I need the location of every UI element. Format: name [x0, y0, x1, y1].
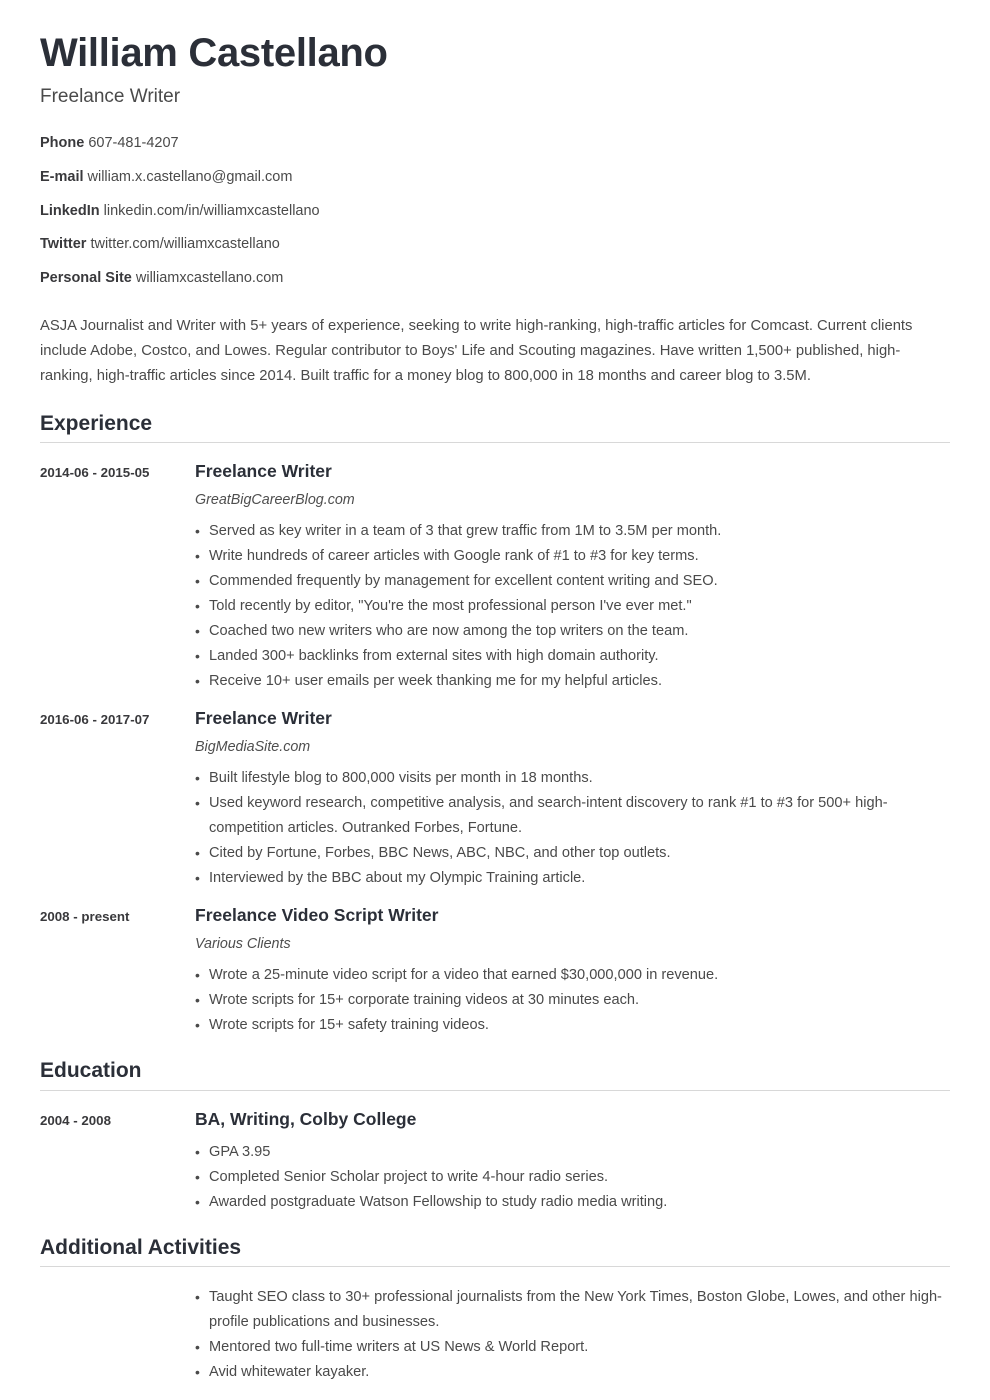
entry-body [195, 708, 950, 891]
bullet-item: • GPA 3.95 [195, 1140, 950, 1165]
section-additional-activities [40, 1235, 950, 1385]
candidate-name: William Castellano [40, 31, 388, 75]
entry-dates: 2004 - 2008 [40, 1112, 111, 1128]
bullet-item: • Built lifestyle blog to 800,000 visits per month in 18 months. [195, 766, 950, 791]
entry-title: BA, Writing, Colby College [195, 1108, 417, 1129]
contact-label: Twitter [40, 236, 87, 253]
bullet-item: • Landed 300+ backlinks from external sites with high domain authority. [195, 644, 950, 669]
resume-entry [40, 905, 950, 1038]
resume-entry [40, 1109, 950, 1215]
bullet-item: • Commended frequently by management for excellent content writing and SEO. [195, 569, 950, 594]
entry-bullet-list [195, 766, 950, 891]
section-divider [40, 1090, 950, 1091]
entry-body [195, 461, 950, 694]
contact-list [40, 135, 950, 288]
contact-value[interactable]: twitter.com/williamxcastellano [90, 236, 280, 253]
contact-row [40, 270, 950, 287]
section-divider [40, 1266, 950, 1267]
bullet-item: • Served as key writer in a team of 3 that grew traffic from 1M to 3.5M per month. [195, 519, 950, 544]
bullet-item: • Interviewed by the BBC about my Olympic Training article. [195, 866, 950, 891]
bullet-item: • Avid whitewater kayaker. [195, 1360, 950, 1385]
entry-dates: 2008 - present [40, 909, 130, 925]
contact-label: LinkedIn [40, 202, 100, 219]
contact-row [40, 169, 950, 186]
section-heading-education: Education [40, 1059, 142, 1083]
bullet-item: • Write hundreds of career articles with Google rank of #1 to #3 for key terms. [195, 544, 950, 569]
bullet-item: • Used keyword research, competitive analysis, and search-intent discovery to rank #1 to #3 for 500+ high-competition articles. Outranked Forbes, Fortune. [195, 791, 950, 841]
entry-body [195, 905, 950, 1038]
entry-dates: 2016-06 - 2017-07 [40, 712, 150, 728]
contact-label: Phone [40, 134, 85, 151]
contact-row [40, 135, 950, 152]
entry-body [195, 1109, 950, 1215]
resume-entry [40, 1285, 950, 1385]
contact-label: Personal Site [40, 270, 132, 287]
entry-bullet-list [195, 1285, 950, 1385]
resume-entry [40, 461, 950, 694]
education-entries [40, 1109, 950, 1215]
entry-body [195, 1285, 950, 1385]
contact-value[interactable]: william.x.castellano@gmail.com [87, 168, 293, 185]
bullet-item: • Wrote scripts for 15+ corporate training videos at 30 minutes each. [195, 988, 950, 1013]
activities-entries [40, 1285, 950, 1385]
contact-value[interactable]: 607-481-4207 [88, 134, 179, 151]
contact-label: E-mail [40, 168, 84, 185]
experience-entries [40, 461, 950, 1038]
section-experience [40, 411, 950, 1039]
section-heading-activities: Additional Activities [40, 1235, 242, 1259]
resume-entry [40, 708, 950, 891]
section-education [40, 1058, 950, 1214]
contact-value[interactable]: williamxcastellano.com [135, 270, 284, 287]
bullet-item: • Wrote a 25-minute video script for a video that earned $30,000,000 in revenue. [195, 963, 950, 988]
entry-title: Freelance Writer [195, 460, 332, 481]
section-divider [40, 442, 950, 443]
bullet-item: • Told recently by editor, "You're the most professional person I've ever met." [195, 594, 950, 619]
bullet-item: • Mentored two full-time writers at US News & World Report. [195, 1335, 950, 1360]
bullet-item: • Wrote scripts for 15+ safety training videos. [195, 1013, 950, 1038]
contact-row [40, 203, 950, 220]
candidate-job-title: Freelance Writer [40, 86, 181, 107]
entry-bullet-list [195, 519, 950, 694]
bullet-item: • Completed Senior Scholar project to write 4-hour radio series. [195, 1165, 950, 1190]
entry-title: Freelance Video Script Writer [195, 905, 439, 926]
entry-title: Freelance Writer [195, 708, 332, 729]
entry-bullet-list [195, 963, 950, 1038]
entry-subtitle: Various Clients [195, 936, 291, 953]
entry-dates [40, 1285, 195, 1289]
entry-bullet-list [195, 1140, 950, 1215]
section-heading-experience: Experience [40, 411, 153, 435]
summary-paragraph: ASJA Journalist and Writer with 5+ years of experience, seeking to write high-ranking, high-traffic articles for Comcast. Current clients include Adobe, Costco, and Lowes. Regular contributor to Boys' Life and Scouting magazines. Have written 1,500+ published, high-ranking, high-traffic articles since 2014. Built traffic for a money blog to 800,000 in 18 months and career blog to 3.5M. [40, 317, 913, 384]
bullet-item: • Cited by Fortune, Forbes, BBC News, ABC, NBC, and other top outlets. [195, 841, 950, 866]
entry-subtitle: GreatBigCareerBlog.com [195, 491, 355, 508]
bullet-item: • Coached two new writers who are now among the top writers on the team. [195, 619, 950, 644]
contact-value[interactable]: linkedin.com/in/williamxcastellano [103, 202, 320, 219]
entry-dates: 2014-06 - 2015-05 [40, 464, 150, 480]
contact-row [40, 236, 950, 253]
bullet-item: • Awarded postgraduate Watson Fellowship to study radio media writing. [195, 1190, 950, 1215]
bullet-item: • Taught SEO class to 30+ professional journalists from the New York Times, Boston Globe, Lowes, and other high-profile publications and businesses. [195, 1285, 950, 1335]
entry-subtitle: BigMediaSite.com [195, 739, 311, 756]
bullet-item: • Receive 10+ user emails per week thanking me for my helpful articles. [195, 669, 950, 694]
